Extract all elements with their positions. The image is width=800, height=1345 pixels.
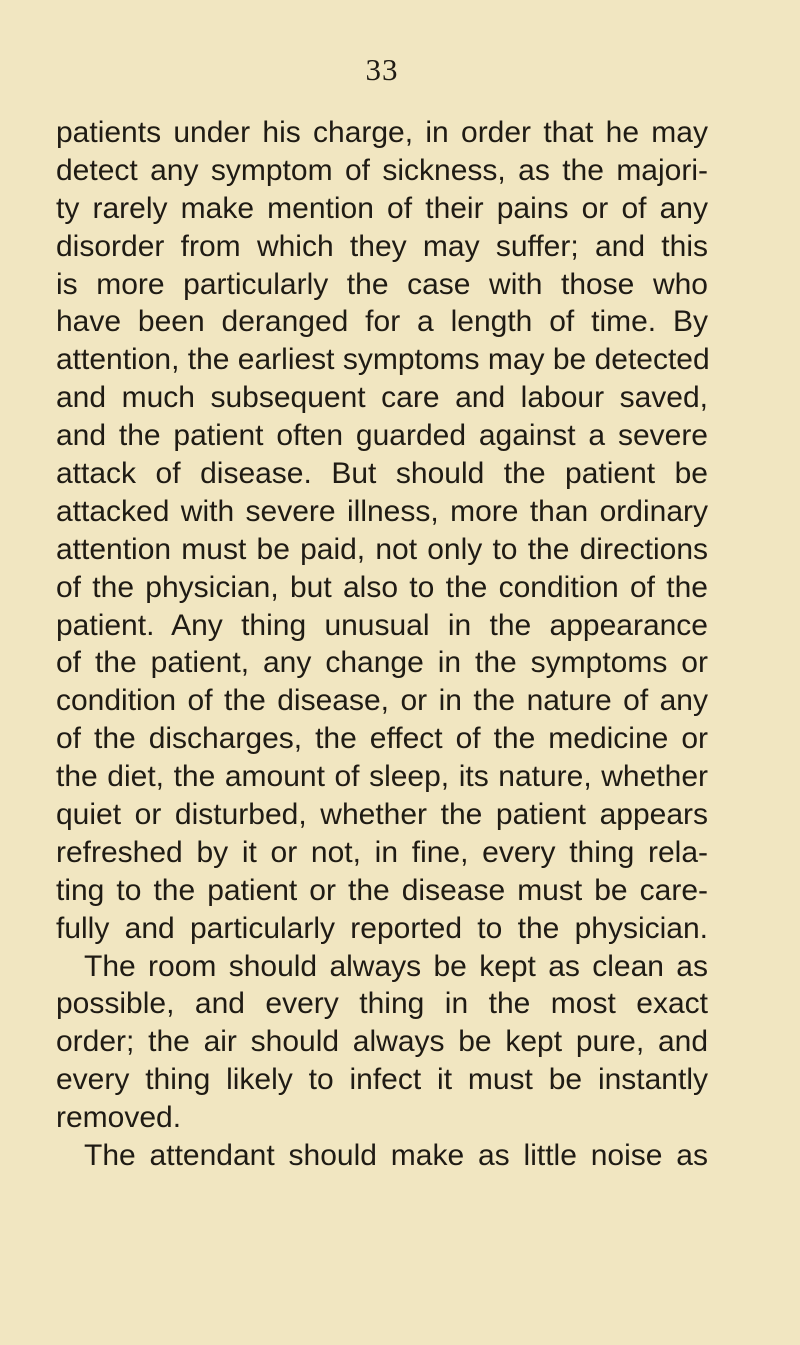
paragraph-end-line: removed. xyxy=(56,1101,182,1135)
text-line: quiet or disturbed, whether the patient appears xyxy=(56,798,708,832)
text-line: ty rarely make mention of their pains or of any xyxy=(56,191,708,225)
page-number: 33 xyxy=(365,52,399,87)
text-line: and the patient often guarded against a severe xyxy=(56,419,708,453)
text-line: patient. Any thing unusual in the appearance xyxy=(56,608,708,642)
text-line: patients under his charge, in order that he may xyxy=(56,116,708,149)
text-line: possible, and every thing in the most exact xyxy=(56,987,708,1021)
paragraph-start-line: The room should always be kept as clean as xyxy=(84,949,708,983)
body-text xyxy=(56,114,708,1175)
text-line: attention, the earliest symptoms may be detected xyxy=(56,343,710,377)
text-line: and much subsequent care and labour saved, xyxy=(56,381,708,415)
text-line: detect any symptom of sickness, as the majori- xyxy=(56,153,708,187)
text-line: of the physician, but also to the condition of the xyxy=(56,570,708,604)
text-line: attack of disease. But should the patient be xyxy=(56,457,708,491)
text-line: condition of the disease, or in the nature of any xyxy=(56,684,708,718)
text-line: refreshed by it or not, in fine, every thing rela- xyxy=(56,835,708,869)
text-line: attention must be paid, not only to the directions xyxy=(56,532,708,566)
text-line: attacked with severe illness, more than ordinary xyxy=(56,494,708,528)
text-line: fully and particularly reported to the physician. xyxy=(56,911,708,945)
text-line: disorder from which they may suffer; and this xyxy=(56,229,708,263)
text-line: is more particularly the case with those who xyxy=(56,267,708,301)
text-line: have been deranged for a length of time. By xyxy=(56,305,708,339)
text-line: ting to the patient or the disease must be care- xyxy=(56,873,708,907)
text-line: of the discharges, the effect of the medicine or xyxy=(56,722,708,756)
paragraph-start-line: The attendant should make as little noise as xyxy=(84,1139,708,1173)
text-line: of the patient, any change in the symptoms or xyxy=(56,646,708,680)
text-line: the diet, the amount of sleep, its nature, whether xyxy=(56,760,708,794)
text-line: order; the air should always be kept pure, and xyxy=(56,1025,708,1059)
text-line: every thing likely to infect it must be instantly xyxy=(56,1063,708,1097)
